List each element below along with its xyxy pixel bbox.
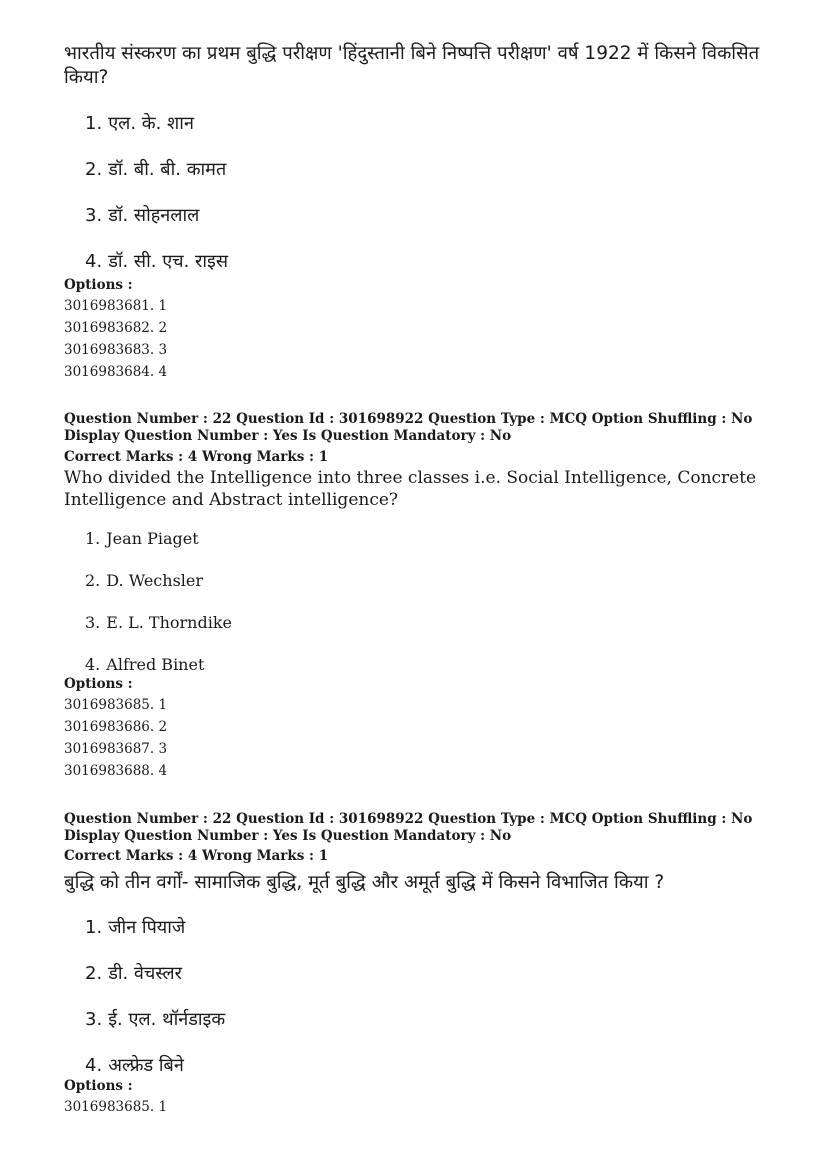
choice-3	[85, 1007, 225, 1031]
choice-4	[85, 655, 204, 674]
choice-number: 2.	[85, 159, 103, 180]
marks-meta: Correct Marks : 4 Wrong Marks : 1	[64, 848, 329, 864]
choice-number: 1.	[85, 529, 101, 548]
choice-2	[85, 157, 226, 181]
choice-text: एल. के. शान	[108, 113, 194, 134]
choice-number: 2.	[85, 571, 101, 590]
choice-4	[85, 249, 228, 273]
choice-number: 1.	[85, 917, 103, 938]
choice-3	[85, 613, 232, 632]
option-id: 3016983687. 3	[64, 741, 168, 757]
choice-number: 4.	[85, 1055, 103, 1076]
choice-text: ई. एल. थॉर्नडाइक	[108, 1009, 226, 1030]
choice-number: 3.	[85, 1009, 103, 1030]
options-label: Options :	[64, 1078, 133, 1094]
choice-number: 4.	[85, 655, 101, 674]
choice-text: D. Wechsler	[106, 571, 204, 590]
option-id: 3016983688. 4	[64, 763, 168, 779]
options-label: Options :	[64, 676, 133, 692]
question-meta: Question Number : 22 Question Id : 301698922 Question Type : MCQ Option Shuffling : No Display Question Number : Yes Is Question Mandatory : No	[64, 811, 753, 844]
choice-text: E. L. Thorndike	[106, 613, 232, 632]
question-text-hindi-1: भारतीय संस्करण का प्रथम बुद्धि परीक्षण 'हिंदुस्तानी बिने निष्पत्ति परीक्षण' वर्ष 1922 में किसने विकसित किया?	[64, 43, 760, 88]
choice-number: 1.	[85, 113, 103, 134]
question-text-hindi-2: बुद्धि को तीन वर्गों- सामाजिक बुद्धि, मूर्त बुद्धि और अमूर्त बुद्धि में किसने विभाजित किया ?	[64, 872, 665, 893]
choice-2	[85, 571, 203, 590]
choice-text: डॉ. सी. एच. राइस	[108, 251, 229, 272]
choice-1	[85, 915, 185, 939]
option-id: 3016983682. 2	[64, 320, 168, 336]
option-id: 3016983681. 1	[64, 298, 168, 314]
options-label: Options :	[64, 277, 133, 293]
choice-4	[85, 1053, 184, 1077]
choice-text: Alfred Binet	[106, 655, 205, 674]
choice-1	[85, 529, 199, 548]
choice-number: 4.	[85, 251, 103, 272]
marks-meta: Correct Marks : 4 Wrong Marks : 1	[64, 449, 329, 465]
option-id: 3016983685. 1	[64, 697, 168, 713]
choice-text: Jean Piaget	[106, 529, 199, 548]
choice-text: अल्फ्रेड बिने	[108, 1055, 184, 1076]
question-text-english: Who divided the Intelligence into three classes i.e. Social Intelligence, Concrete Intelligence and Abstract intelligence?	[64, 468, 757, 510]
choice-1	[85, 111, 194, 135]
option-id: 3016983685. 1	[64, 1099, 168, 1115]
choice-number: 3.	[85, 205, 103, 226]
choice-text: डॉ. बी. बी. कामत	[108, 159, 227, 180]
option-id: 3016983684. 4	[64, 364, 168, 380]
choice-number: 2.	[85, 963, 103, 984]
choice-text: डी. वेचस्लर	[108, 963, 182, 984]
choice-3	[85, 203, 199, 227]
choice-number: 3.	[85, 613, 101, 632]
option-id: 3016983683. 3	[64, 342, 168, 358]
choice-text: जीन पियाजे	[108, 917, 186, 938]
choice-2	[85, 961, 182, 985]
question-meta: Question Number : 22 Question Id : 301698922 Question Type : MCQ Option Shuffling : No Display Question Number : Yes Is Question Mandatory : No	[64, 411, 753, 444]
choice-text: डॉ. सोहनलाल	[108, 205, 200, 226]
option-id: 3016983686. 2	[64, 719, 168, 735]
